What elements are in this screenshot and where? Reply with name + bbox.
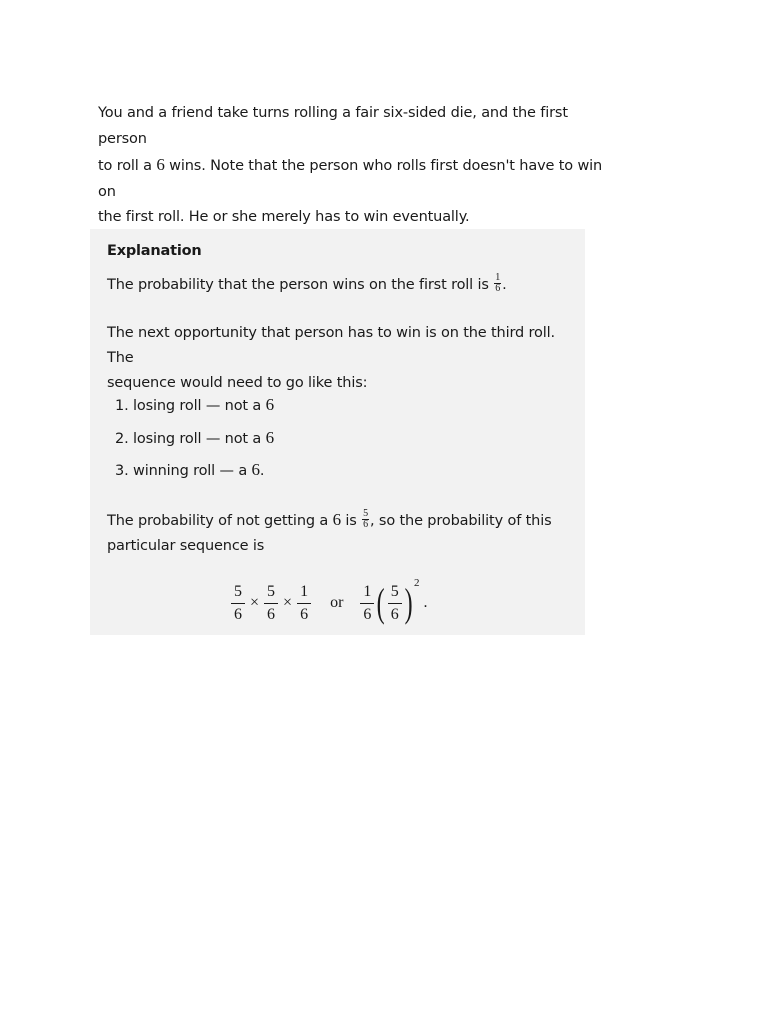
number-six: 6: [265, 395, 274, 414]
left-parenthesis: (: [377, 580, 386, 625]
list-item-text: 2. losing roll — not a: [115, 430, 266, 447]
problem-line-2-end: wins. Note that the person who rolls first doesn't have to win on: [98, 158, 603, 200]
fraction-denominator: 6: [363, 605, 372, 623]
probability-line-1: [107, 507, 577, 534]
fraction-numerator: 5: [388, 584, 402, 604]
fraction-numerator: 5: [363, 507, 368, 519]
times-sign: ×: [250, 594, 260, 611]
explanation-box: [90, 229, 585, 635]
fraction-numerator: 1: [360, 584, 374, 604]
list-item: [115, 426, 274, 459]
formula-fraction-1: [231, 584, 245, 623]
problem-line-2-start: to roll a: [98, 158, 157, 174]
probability-text-mid: is: [340, 513, 362, 529]
problem-statement: [98, 101, 618, 231]
fraction-one-sixth: [494, 273, 501, 294]
problem-line-1: You and a friend take turns rolling a fair six-sided die, and the first person: [98, 105, 568, 147]
fraction-denominator: 6: [495, 282, 501, 294]
list-item: [115, 458, 274, 491]
exponent: 2: [414, 577, 420, 589]
formula-fraction-4: [360, 584, 374, 623]
times-sign: ×: [283, 594, 293, 611]
fraction-denominator: 6: [267, 605, 276, 623]
fraction-numerator: 1: [297, 584, 311, 604]
list-item-text: 3. winning roll — a: [115, 463, 252, 479]
or-word: or: [330, 594, 344, 611]
number-six: 6: [251, 460, 260, 479]
third-roll-line-1: The next opportunity that person has to win is on the third roll. The: [107, 325, 555, 366]
fraction-denominator: 6: [300, 605, 309, 623]
number-six: 6: [332, 510, 341, 529]
formula-fraction-3: [297, 584, 311, 623]
list-item-text: 1. losing roll — not a: [115, 398, 266, 414]
number-six: 6: [265, 427, 274, 447]
right-parenthesis: ): [404, 580, 413, 625]
list-item-end: .: [259, 463, 265, 479]
third-roll-line-2: sequence would need to go like this:: [107, 375, 368, 391]
fraction-denominator: 6: [363, 518, 368, 530]
fraction-numerator: 5: [231, 584, 245, 604]
first-roll-text: The probability that the person wins on the first roll is: [107, 277, 494, 293]
probability-formula: [231, 577, 428, 625]
fraction-numerator: 1: [495, 271, 501, 283]
fraction-denominator: 6: [390, 605, 399, 623]
formula-fraction-2: [264, 584, 278, 623]
explanation-paragraph-probability: [107, 507, 577, 559]
number-six: 6: [156, 155, 165, 174]
list-item: [115, 393, 274, 426]
roll-sequence-list: [115, 393, 274, 491]
explanation-paragraph-third-roll: [107, 321, 577, 396]
probability-text-end: , so the probability of this: [370, 513, 552, 529]
first-roll-period: .: [502, 277, 507, 293]
formula-fraction-5: [388, 584, 402, 623]
explanation-paragraph-first-roll: [107, 273, 577, 298]
problem-line-2: [98, 152, 618, 205]
explanation-heading: Explanation: [107, 243, 202, 259]
probability-text-start: The probability of not getting a: [107, 513, 333, 529]
fraction-numerator: 5: [264, 584, 278, 604]
problem-line-3: the first roll. He or she merely has to win eventually.: [98, 209, 470, 225]
fraction-denominator: 6: [234, 605, 242, 623]
probability-line-2: particular sequence is: [107, 538, 265, 554]
fraction-five-sixths: [362, 509, 369, 530]
formula-period: .: [423, 594, 428, 611]
